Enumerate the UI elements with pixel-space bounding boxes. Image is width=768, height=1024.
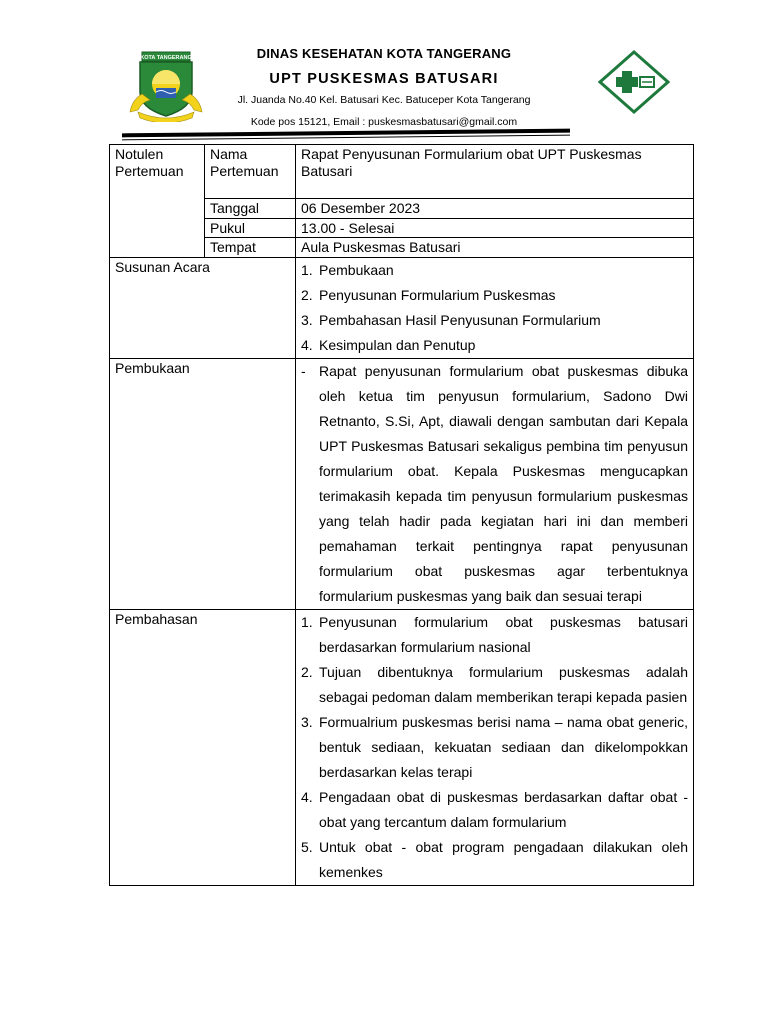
opening-text: Rapat penyusunan formularium obat puskesmas dibuka oleh ketua tim penyusun formularium, Sadono Dwi Retnanto, S.Si, Apt, diawali dengan sambutan dari Kepala UPT Puskesmas Batusari sekaligus pembina tim penyusun formularium obat. Kepala Puskesmas mengucapkan terimakasih kepada tim penyusun formularium puskesmas yang telah hadir pada kegiatan hari ini dan memberi pemahaman terkait pentingnya rapat penyusunan formularium obat puskesmas agar terbentuknya formularium puskesmas yang baik dan sesuai terapi xyxy=(319,362,688,605)
list-item: 3. Pembahasan Hasil Penyusunan Formularium xyxy=(301,311,601,328)
field-label: Tanggal xyxy=(205,199,296,219)
opening-list xyxy=(301,359,688,610)
list-item: - Rapat penyusunan formularium obat puskesmas dibuka oleh ketua tim penyusun formularium, Sadono Dwi Retnanto, S.Si, Apt, diawali dengan sambutan dari Kepala UPT Puskesmas Batusari sekaligus pembina tim penyusun formularium obat. Kepala Puskesmas mengucapkan terimakasih kepada tim penyusun formularium puskesmas yang telah hadir pada kegiatan hari ini dan memberi pemahaman terkait pentingnya rapat penyusunan formularium obat puskesmas agar terbentuknya formularium puskesmas yang baik dan sesuai terapi xyxy=(301,362,688,605)
address: Jl. Juanda No.40 Kel. Batusari Kec. Batuceper Kota Tangerang xyxy=(237,94,531,106)
field-label: Pukul xyxy=(205,218,296,238)
agenda-row xyxy=(110,257,694,358)
list-item: 2. Penyusunan Formularium Puskesmas xyxy=(301,286,556,303)
contact: Kode pos 15121, Email : puskesmasbatusari@gmail.com xyxy=(250,116,518,128)
opening-label: Pembukaan xyxy=(110,358,296,610)
emblem-label: KOTA TANGERANG xyxy=(140,55,192,61)
list-item: 2. Tujuan dibentuknya formularium puskesmas adalah sebagai pedoman dalam memberikan terapi kepada pasien xyxy=(301,664,688,706)
notulen-label: Notulen Pertemuan xyxy=(110,145,205,258)
field-label: Nama Pertemuan xyxy=(205,145,296,199)
puskesmas-logo-icon xyxy=(598,50,670,114)
discussion-list xyxy=(301,610,688,885)
list-item: 3. Formualrium puskesmas berisi nama – nama obat generic, bentuk sediaan, kekuatan sediaan dan dikelompokkan berdasarkan kelas terapi xyxy=(301,714,688,781)
opening-row xyxy=(110,358,694,610)
list-item: 4. Kesimpulan dan Penutup xyxy=(301,336,476,353)
field-value: 13.00 - Selesai xyxy=(296,218,694,238)
list-item: 4. Pengadaan obat di puskesmas berdasarkan daftar obat -obat yang tercantum dalam formularium xyxy=(301,789,688,831)
field-value: 06 Desember 2023 xyxy=(296,199,694,219)
minutes-table xyxy=(109,144,694,886)
agenda-label: Susunan Acara xyxy=(110,257,296,358)
meeting-name-row xyxy=(110,145,694,199)
list-item: 1. Penyusunan formularium obat puskesmas batusari berdasarkan formularium nasional xyxy=(301,614,688,656)
list-item: 1. Pembukaan xyxy=(301,261,394,278)
field-label: Tempat xyxy=(205,238,296,258)
agenda-list xyxy=(301,258,688,358)
agency-name: DINAS KESEHATAN KOTA TANGERANG xyxy=(256,46,512,61)
discussion-label: Pembahasan xyxy=(110,610,296,886)
unit-name: UPT PUSKESMAS BATUSARI xyxy=(269,71,499,87)
letterhead xyxy=(0,0,768,150)
discussion-row xyxy=(110,610,694,886)
field-value: Aula Puskesmas Batusari xyxy=(296,238,694,258)
list-item: 5. Untuk obat - obat program pengadaan dilakukan oleh kemenkes xyxy=(301,839,688,881)
field-value: Rapat Penyusunan Formularium obat UPT Puskesmas Batusari xyxy=(296,145,694,199)
